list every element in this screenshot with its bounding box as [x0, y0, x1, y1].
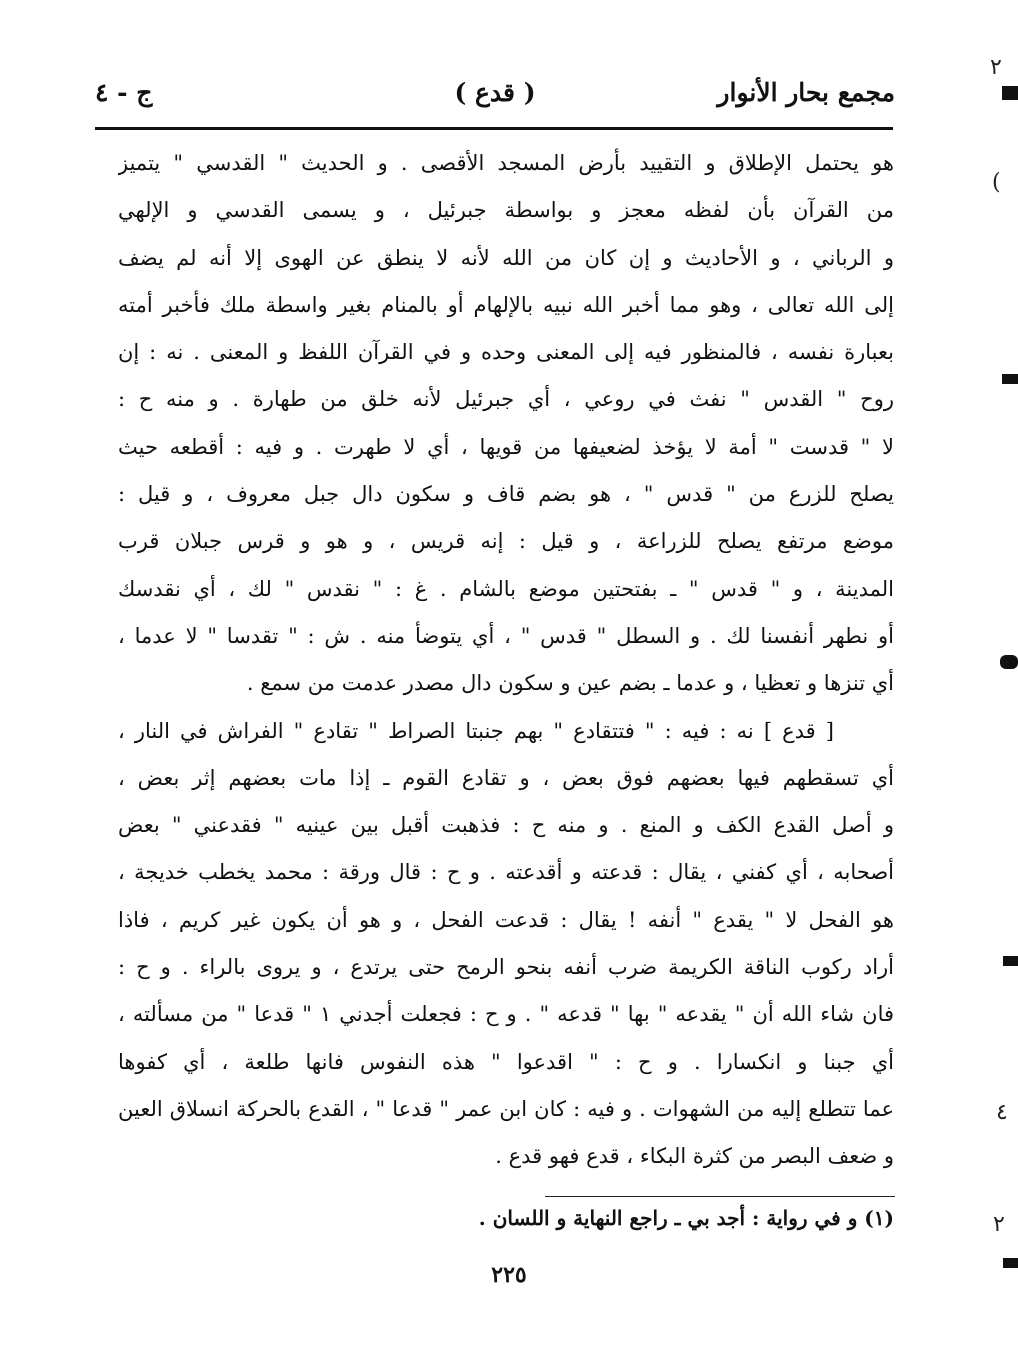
- scan-mark: [1000, 655, 1018, 669]
- text-line: بعبارة نفسه ، فالمنظور فيه إلى المعنى وحده و في القرآن اللفظ و المعنى . نه : إن: [118, 340, 894, 365]
- entry-heading-line: [ قدع ] نه : فيه : " فتتقادع " بهم جنبتا الصراط " تقادع " الفراش في النار ،: [118, 718, 834, 743]
- text-line: يصلح للزرع من " قدس " ، هو بضم قاف و سكون دال جبل معروف ، و قيل :: [118, 482, 894, 507]
- text-line: من القرآن بأن لفظه معجز و بواسطة جبرئيل ، و يسمى القدسي و الإلهي: [118, 198, 894, 223]
- text-line: لا " قدست " أمة لا يؤخذ لضعيفها من قويها ، أي لا طهرت . و فيه : أقطعه حيث: [118, 434, 894, 459]
- running-header: [95, 78, 895, 122]
- header-rule: [95, 127, 893, 130]
- text-line: عما تتطلع إليه من الشهوات . و فيه : كان ابن عمر " قدعا " ، القدع بالحركة انسلاق العين: [118, 1096, 894, 1121]
- scan-mark: ٤: [996, 1100, 1008, 1125]
- text-line: هو الفحل لا " يقدع " أنفه ! يقال : قدعت الفحل ، و هو أن يكون غير كريم ، فاذا: [118, 907, 894, 932]
- text-line: هو يحتمل الإطلاق و التقييد بأرض المسجد الأقصى . و الحديث " القدسي " يتميز: [118, 151, 894, 175]
- scan-mark: (: [992, 170, 1001, 195]
- text-line: روح " القدس " نفث في روعي ، أي جبرئيل لأنه خلق من طهارة . و منه ح :: [118, 387, 894, 412]
- text-line: أي تنزها و تعظيا ، و عدما ـ بضم عين و سكون دال مصدر عدمت من سمع .: [246, 671, 894, 696]
- text-line: و الرباني ، و الأحاديث و إن كان من الله لأنه لا ينطق عن الهوى إلا أنه لم يضف: [118, 245, 894, 270]
- page-number: ٢٢٥: [491, 1262, 527, 1288]
- footnote-rule: [545, 1196, 895, 1197]
- text-line: موضع مرتفع يصلح للزراعة ، و قيل : إنه قريس ، و هو و قرس جبلان قرب: [118, 529, 894, 554]
- text-line: إلى الله تعالى ، وهو مما أخبر الله نبيه بالإلهام أو بالمنام بغير واسطة ملك فأخبر أمته: [118, 292, 894, 317]
- text-line: و أصل القدع الكف و المنع . و منه ح : فذهبت أقبل بين عينيه " فقدعني " بعض: [118, 813, 894, 838]
- text-line: أي جبنا و انكسارا . و ح : " اقدعوا " هذه النفوس فانها طلعة ، أي كفوها: [118, 1049, 894, 1074]
- text-line: أراد ركوب الناقة الكريمة ضرب أنفه بنحو الرمح حتى يرتدع ، و يروى بالراء . و ح :: [118, 955, 894, 980]
- text-line: أي تسقطهم فيها بعضهم فوق بعض ، و تقادع القوم ـ إذا مات بعضهم إثر بعض ،: [118, 765, 894, 790]
- volume-number: ج - ٤: [95, 78, 153, 107]
- scan-mark: [1003, 956, 1018, 966]
- main-text: [118, 140, 894, 1181]
- scan-mark: [1002, 86, 1018, 100]
- text-line: أو نطهر أنفسنا لك . و السطل " قدس " ، أي يتوضأ منه . ش : " تقدسا " لا عدما ،: [118, 623, 894, 648]
- text-line: أصحابه ، أي كفني ، يقال : قدعته و أقدعته . و ح : قال ورقة : محمد يخطب خديجة ،: [118, 860, 894, 885]
- scan-mark: [1003, 1258, 1018, 1268]
- scan-mark: ٢: [993, 1212, 1005, 1237]
- text-line: المدينة ، و " قدس " ـ بفتحتين موضع بالشام . غ : " نقدس " لك ، أي نقدسك: [118, 576, 894, 601]
- text-line: فان شاء الله أن " يقدعه " بها " قدعه " . و ح : فجعلت أجدني ١ " قدعا " من مسألته ،: [118, 1002, 894, 1027]
- footnote: (١) و في رواية : أجد بي ـ راجع النهاية و اللسان .: [478, 1206, 894, 1230]
- scan-mark: [1002, 374, 1018, 384]
- entry-word: ( قدع ): [454, 78, 536, 107]
- scan-mark: ٢: [990, 55, 1002, 80]
- text-line: و ضعف البصر من كثرة البكاء ، قدع فهو قدع .: [495, 1144, 894, 1169]
- book-title: مجمع بحار الأنوار: [717, 78, 895, 107]
